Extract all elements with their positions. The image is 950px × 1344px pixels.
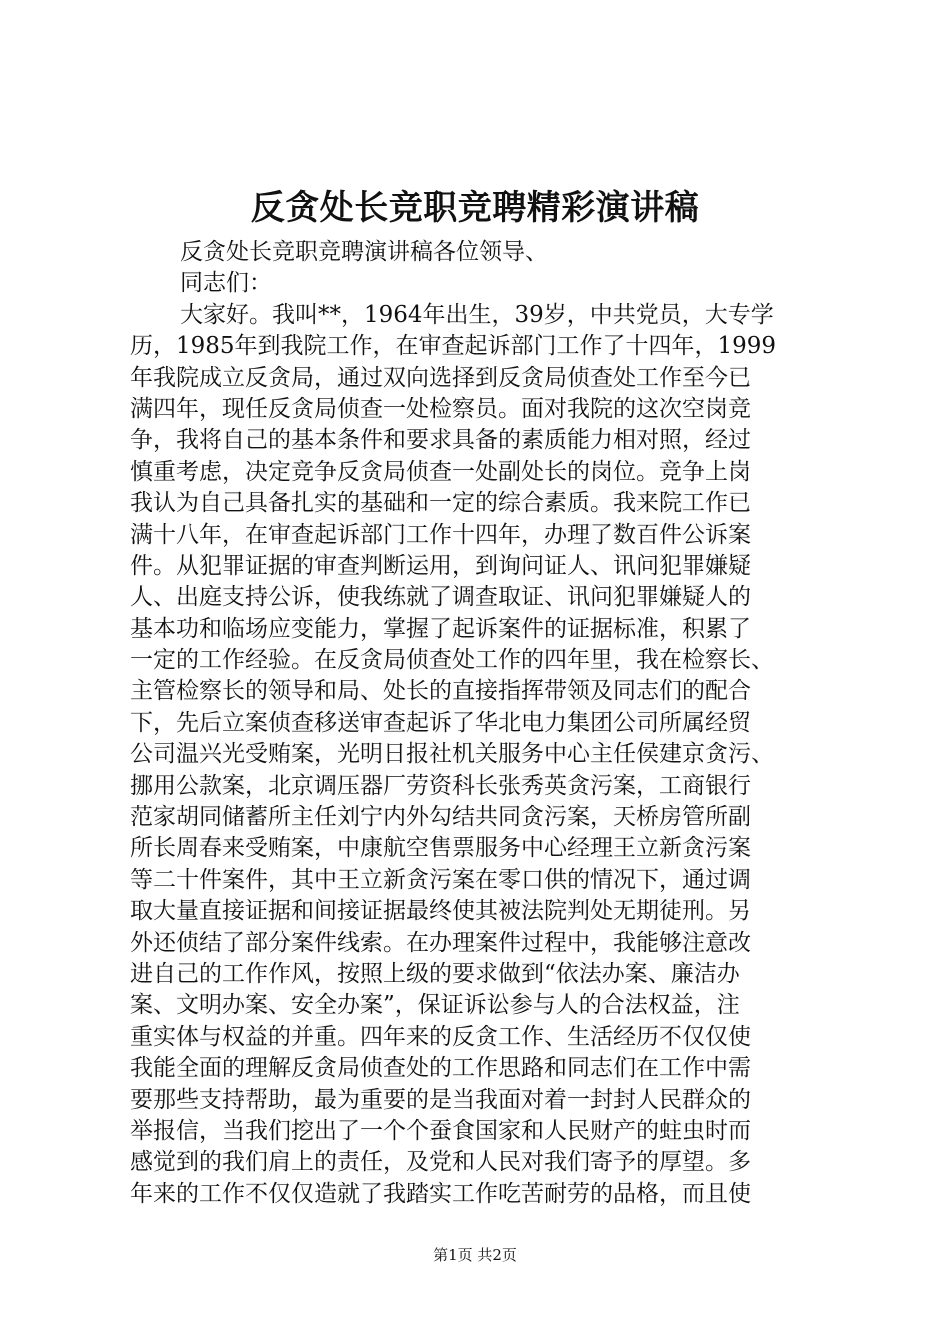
body-text-line: 历，1985年到我院工作，在审查起诉部门工作了十四年，1999 xyxy=(130,333,777,360)
body-text-line: 重实体与权益的并重。四年来的反贪工作、生活经历不仅仅使 xyxy=(130,1023,751,1050)
body-text-line: 主管检察长的领导和局、处长的直接指挥带领及同志们的配合 xyxy=(130,678,751,705)
body-text-line: 公司温兴光受贿案，光明日报社机关服务中心主任侯建京贪污、 xyxy=(130,741,774,768)
body-text-line: 大家好。我叫**，1964年出生，39岁，中共党员，大专学 xyxy=(180,301,774,328)
body-text-line: 等二十件案件，其中王立新贪污案在零口供的情况下，通过调 xyxy=(130,866,751,893)
body-text-line: 下，先后立案侦查移送审查起诉了华北电力集团公司所属经贸 xyxy=(130,709,751,736)
body-text-line: 我能全面的理解反贪局侦查处的工作思路和同志们在工作中需 xyxy=(130,1055,751,1082)
body-text-line: 人、出庭支持公诉，使我练就了调查取证、讯问犯罪嫌疑人的 xyxy=(130,584,751,611)
body-text-line: 挪用公款案，北京调压器厂劳资科长张秀英贪污案，工商银行 xyxy=(130,772,751,799)
body-text-line: 争，我将自己的基本条件和要求具备的素质能力相对照，经过 xyxy=(130,427,751,454)
body-text-line: 反贪处长竞职竞聘演讲稿各位领导、 xyxy=(180,239,548,265)
body-text-line: 外还侦结了部分案件线索。在办理案件过程中，我能够注意改 xyxy=(130,929,751,956)
body-text-line: 年来的工作不仅仅造就了我踏实工作吃苦耐劳的品格，而且使 xyxy=(130,1180,751,1207)
body-text-line: 一定的工作经验。在反贪局侦查处工作的四年里，我在检察长、 xyxy=(130,647,774,674)
body-text-line: 年我院成立反贪局，通过双向选择到反贪局侦查处工作至今已 xyxy=(130,364,751,391)
body-text-line: 同志们： xyxy=(180,270,272,297)
body-text-line: 慎重考虑，决定竞争反贪局侦查一处副处长的岗位。竞争上岗 xyxy=(130,458,751,485)
page-number-footer: 第1页 共2页 xyxy=(433,1246,517,1264)
body-text-line: 件。从犯罪证据的审查判断运用，到询问证人、讯问犯罪嫌疑 xyxy=(130,552,751,579)
body-text-line: 所长周春来受贿案，中康航空售票服务中心经理王立新贪污案 xyxy=(130,835,751,862)
body-text-line: 取大量直接证据和间接证据最终使其被法院判处无期徒刑。另 xyxy=(130,898,751,925)
body-text-line: 要那些支持帮助，最为重要的是当我面对着一封封人民群众的 xyxy=(130,1086,751,1113)
document-title: 反贪处长竞职竞聘精彩演讲稿 xyxy=(250,188,700,228)
body-text-line: 满十八年，在审查起诉部门工作十四年，办理了数百件公诉案 xyxy=(130,521,751,548)
body-text-line: 我认为自己具备扎实的基础和一定的综合素质。我来院工作已 xyxy=(130,490,751,517)
body-text-line: 举报信，当我们挖出了一个个蚕食国家和人民财产的蛀虫时而 xyxy=(130,1117,751,1144)
body-text-line: 范家胡同储蓄所主任刘宁内外勾结共同贪污案，天桥房管所副 xyxy=(130,804,751,831)
body-text-line: 感觉到的我们肩上的责任，及党和人民对我们寄予的厚望。多 xyxy=(130,1149,751,1176)
document-body xyxy=(130,237,830,1210)
body-text-line: 进自己的工作作风，按照上级的要求做到“依法办案、廉洁办 xyxy=(130,960,740,987)
body-text-line: 满四年，现任反贪局侦查一处检察员。面对我院的这次空岗竞 xyxy=(130,395,751,422)
body-text-line: 基本功和临场应变能力，掌握了起诉案件的证据标准，积累了 xyxy=(130,615,751,642)
body-text-line: 案、文明办案、安全办案”，保证诉讼参与人的合法权益，注 xyxy=(130,992,740,1019)
